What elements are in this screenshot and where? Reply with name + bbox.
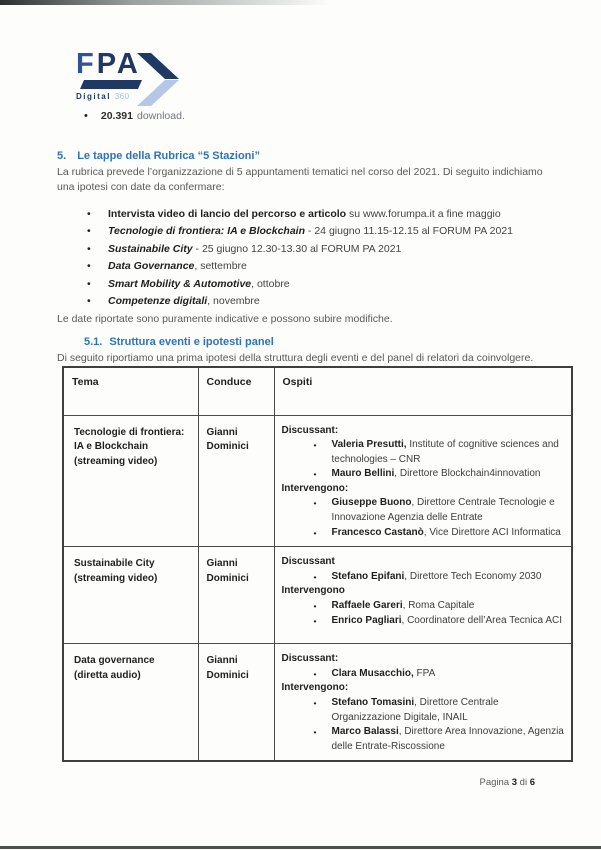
- fpa-digital360-logo: [76, 50, 186, 110]
- list-item: • Competenze digitali, novembre: [86, 293, 548, 310]
- guest-role: , Direttore Blockchain4innovation: [394, 468, 541, 480]
- section-5-intro: La rubrica prevede l’organizzazione di 5 appuntamenti tematici nel corso del 2021. Di seguito indichiamo una ipotesi con date da confermare:: [57, 166, 543, 193]
- guest-item: • Giuseppe Buono, Direttore Centrale Tecnologie e Innovazione Agenzia delle Entrate: [282, 496, 567, 525]
- table-row: [63, 644, 572, 762]
- total-pages: 6: [529, 777, 535, 788]
- download-count-bullet: [84, 110, 185, 122]
- event-title: Sustainabile City: [74, 558, 155, 570]
- guest-role: FPA: [413, 667, 436, 679]
- guest-item: • Francesco Castanò, Vice Direttore ACI Informatica: [282, 526, 567, 541]
- guest-list: [282, 667, 567, 682]
- group-label: Intervengono:: [281, 482, 349, 494]
- guest-role: , Roma Capitale: [402, 600, 475, 612]
- guest-role: , Direttore Centrale Organizzazione Digitale, INAIL: [331, 697, 499, 723]
- conduce-cell: Gianni Dominici: [198, 547, 274, 644]
- download-label: download.: [136, 110, 185, 122]
- table-row: [63, 547, 572, 644]
- event-format: (streaming video): [74, 572, 158, 584]
- stages-bullet-list: [86, 206, 548, 310]
- events-panel-table: [62, 366, 573, 762]
- list-item: • Sustainabile City - 25 giugno 12.30-13.30 al FORUM PA 2021: [86, 241, 548, 258]
- event-format: (streaming video): [74, 455, 158, 467]
- guest-role: , Vice Direttore ACI Informatica: [423, 526, 561, 538]
- guest-role: , Direttore Tech Economy 2030: [404, 570, 542, 582]
- group-label: Discussant:: [281, 653, 339, 665]
- dates-note: Le date riportate sono puramente indicative e possono subire modifiche.: [57, 313, 393, 325]
- table-row: [63, 415, 572, 547]
- ospiti-cell: [274, 415, 572, 547]
- scan-edge-bottom: [0, 846, 601, 849]
- column-header-conduce: Conduce: [198, 367, 274, 415]
- section-5-1-intro: Di seguito riportiamo una prima ipotesi della struttura degli eventi e del panel di relatori da coinvolgere.: [57, 352, 534, 364]
- table-header-row: [63, 367, 572, 415]
- download-count: 20.391: [100, 110, 133, 122]
- guest-list: [282, 438, 567, 482]
- section-5-1-heading: 5.1. Struttura eventi e ipotesti panel: [84, 336, 274, 348]
- event-title: Tecnologie di frontiera: IA e Blockchain: [74, 426, 185, 452]
- column-header-ospiti: Ospiti: [274, 367, 572, 415]
- list-item: • Smart Mobility & Automotive, ottobre: [86, 276, 548, 293]
- group-label: Discussant:: [281, 424, 339, 436]
- scan-edge-top: [0, 0, 330, 5]
- current-page: 3: [511, 777, 518, 788]
- page-number-footer: Pagina 3 di 6: [479, 777, 535, 788]
- group-label: Intervengono: [281, 585, 345, 597]
- logo-arrow-icon: [133, 53, 180, 106]
- ospiti-cell: [274, 644, 572, 762]
- column-header-tema: Tema: [63, 367, 198, 415]
- guest-role: , Direttore Centrale Tecnologie e Innovazione Agenzia delle Entrate: [331, 497, 555, 524]
- guest-role: , Direttore Area Innovazione, Agenzia delle Entrate-Riscossione: [331, 726, 564, 752]
- guest-list: [282, 570, 567, 585]
- guest-item: • Raffaele Gareri, Roma Capitale: [282, 599, 567, 614]
- tema-cell: [63, 547, 198, 644]
- guest-item: • Enrico Pagliari, Coordinatore dell’Area Tecnica ACI: [282, 614, 567, 629]
- ospiti-cell: [274, 547, 572, 644]
- guest-list: [282, 696, 567, 754]
- tema-cell: [63, 415, 198, 547]
- conduce-cell: Gianni Dominici: [198, 415, 274, 547]
- guest-item: • Mauro Bellini, Direttore Blockchain4innovation: [282, 467, 567, 482]
- tema-cell: [63, 644, 198, 762]
- section-5-heading: 5. Le tappe della Rubrica “5 Stazioni”: [57, 150, 260, 162]
- guest-item: • Stefano Tomasini, Direttore Centrale Organizzazione Digitale, INAIL: [282, 696, 567, 725]
- guest-item: • Valeria Presutti, Institute of cognitive sciences and technologies – CNR: [282, 438, 567, 467]
- event-title: Data governance: [74, 655, 155, 667]
- guest-item: • Clara Musacchio, FPA: [282, 667, 567, 682]
- guest-list: [282, 496, 567, 540]
- group-label: Intervengono:: [281, 682, 349, 694]
- guest-list: [282, 599, 567, 628]
- guest-item: • Marco Balassi, Direttore Area Innovazione, Agenzia delle Entrate-Riscossione: [282, 725, 567, 754]
- group-label: Discussant: [281, 556, 335, 568]
- guest-item: • Stefano Epifani, Direttore Tech Economy 2030: [282, 570, 567, 585]
- guest-role: Institute of cognitive sciences and technologies – CNR: [331, 439, 559, 465]
- logo-digital360-text: Digital 360: [76, 92, 130, 101]
- guest-role: , Coordinatore dell’Area Tecnica ACI: [401, 614, 562, 626]
- list-item: • Intervista video di lancio del percorso e articolo su www.forumpa.it a fine maggio: [86, 206, 548, 223]
- bullet-icon: •: [84, 110, 88, 122]
- logo-fpa-text: FPA: [76, 48, 141, 80]
- list-item: • Data Governance, settembre: [86, 258, 548, 275]
- event-format: (diretta audio): [74, 669, 141, 681]
- conduce-cell: Gianni Dominici: [198, 644, 274, 762]
- list-item: • Tecnologie di frontiera: IA e Blockchain - 24 giugno 11.15-12.15 al FORUM PA 2021: [86, 223, 548, 240]
